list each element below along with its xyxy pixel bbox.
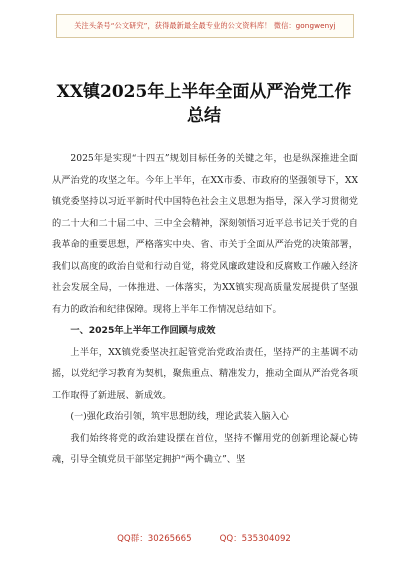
- title-line-2: 总结: [187, 106, 221, 126]
- footer-qq-contact: QQ：535304092: [219, 534, 291, 544]
- section-paragraph-1: 上半年，XX镇党委坚决扛起管党治党政治责任，坚持严的主基调不动摇，以党纪学习教育为契机，聚焦重点、精准发力，推动全面从严治党各项工作取得了新进展、新成效。: [52, 346, 358, 401]
- document-title: [40, 80, 368, 128]
- footer-qq-group: QQ群：30265665: [117, 534, 192, 544]
- document-body: [52, 148, 358, 471]
- intro-paragraph: 2025年是实现“十四五”规划目标任务的关键之年，也是纵深推进全面从严治党的攻坚之年。今年上半年，在XX市委、市政府的坚强领导下，XX镇党委坚持以习近平新时代中国特色社会主义思想为指导，深入学习贯彻党的二十大和二十届二中、三中全会精神，深刻领悟习近平总书记关于党的自我革命的重要思想，严格落实中央、省、市关于全面从严治党的决策部署，我们以高度的政治自觉和行动自觉，将党风廉政建设和反腐败工作融入经济社会发展全局，一体推进、一体落实，为XX镇实现高质量发展提供了坚强有力的政治和纪律保障。现将上半年工作情况总结如下。: [52, 153, 358, 315]
- section-heading-1: 一、2025年上半年工作回顾与成效: [70, 325, 216, 336]
- subsection-heading-1: (一)强化政治引领，筑牢思想防线，理论武装入脑入心: [70, 411, 289, 422]
- subsection-paragraph-1: 我们始终将党的政治建设摆在首位，坚持不懈用党的创新理论凝心铸魂，引导全镇党员干部坚定拥护“两个确立”、坚: [52, 432, 358, 465]
- header-banner: [56, 14, 354, 38]
- header-promo-text: 关注头条号“公文研究”，获得最新最全最专业的公文资料库！ 微信：gongwenyj: [74, 21, 336, 30]
- footer: [0, 532, 408, 544]
- title-line-1: XX镇2025年上半年全面从严治党工作: [56, 82, 352, 102]
